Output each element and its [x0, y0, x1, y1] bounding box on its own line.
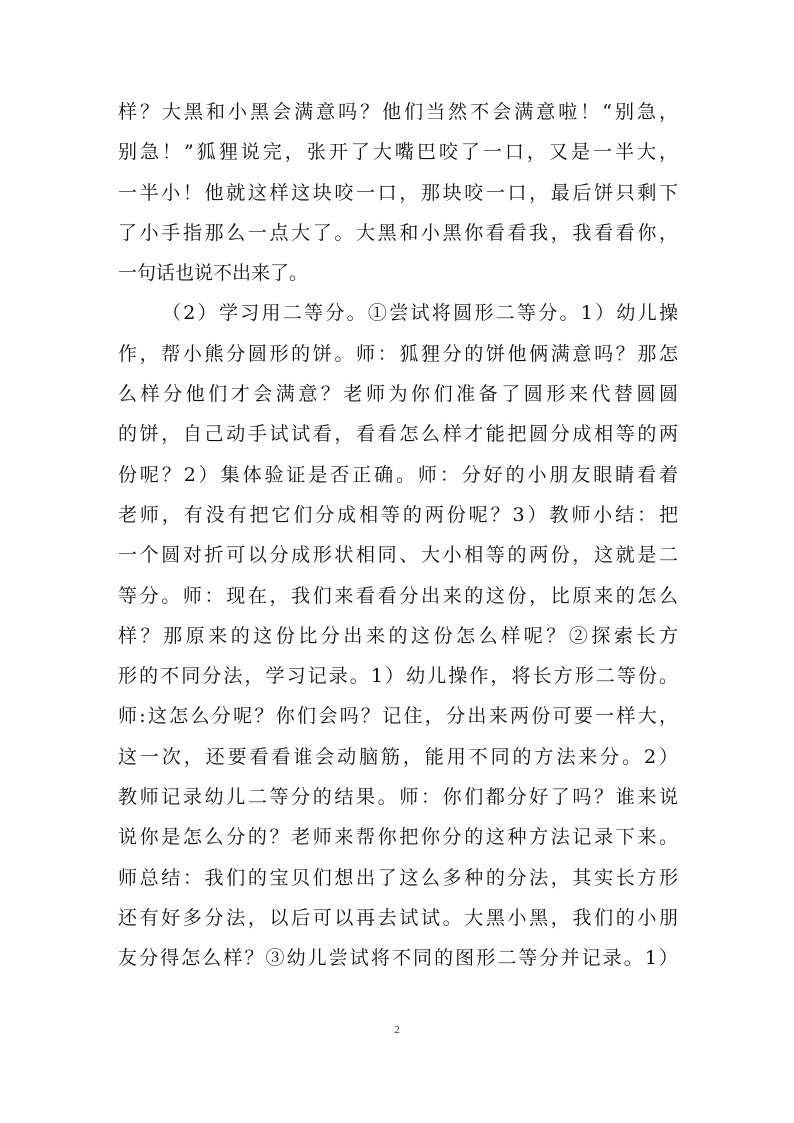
text-line: 还有好多分法，以后可以再去试试。大黑小黑，我们的小朋	[118, 906, 678, 929]
text-line: 形的不同分法，学习记录。1）幼儿操作，将长方形二等份。	[118, 665, 678, 688]
text-line: 一半小！他就这样这块咬一口，那块咬一口，最后饼只剩下	[118, 181, 678, 204]
text-line: 这一次，还要看看谁会动脑筋，能用不同的方法来分。2）	[118, 745, 678, 768]
text-line: 师:这怎么分呢？你们会吗？记住，分出来两份可要一样大，	[118, 705, 678, 728]
text-line: 样？大黑和小黑会满意吗？他们当然不会满意啦！“别急，	[118, 101, 678, 123]
text-line: 么样分他们才会满意？老师为你们准备了圆形来代替圆圆	[118, 383, 678, 406]
text-line: 一个圆对折可以分成形状相同、大小相等的两份，这就是二	[118, 544, 678, 567]
paragraph-first-line: （2）学习用二等分。①尝试将圆形二等分。1）幼儿操	[162, 302, 678, 325]
text-line: 老师，有没有把它们分成相等的两份呢？3）教师小结：把	[118, 503, 678, 526]
text-line: 教师记录幼儿二等分的结果。师：你们都分好了吗？谁来说	[118, 786, 678, 809]
body-text	[118, 92, 678, 979]
text-line: 作，帮小熊分圆形的饼。师：狐狸分的饼他俩满意吗？那怎	[118, 342, 678, 365]
text-line: 等分。师：现在，我们来看看分出来的这份，比原来的怎么	[118, 584, 678, 607]
text-line: 师总结：我们的宝贝们想出了这么多种的分法，其实长方形	[118, 866, 678, 889]
page-number: 2	[394, 1024, 400, 1036]
text-line: 友分得怎么样？③幼儿尝试将不同的图形二等分并记录。1）	[118, 947, 678, 970]
text-line: 了小手指那么一点大了。大黑和小黑你看看我，我看看你，	[118, 221, 678, 244]
text-line: 说你是怎么分的？老师来帮你把你分的这种方法记录下来。	[118, 826, 678, 849]
text-line: 一句话也说不出来了。	[118, 262, 309, 285]
text-line: 样？那原来的这份比分出来的这份怎么样呢？②探索长方	[118, 624, 678, 647]
text-line: 份呢？2）集体验证是否正确。师：分好的小朋友眼睛看着	[118, 463, 678, 486]
text-line: 别急！”狐狸说完，张开了大嘴巴咬了一口，又是一半大，	[118, 141, 678, 164]
text-line: 的饼，自己动手试试看，看看怎么样才能把圆分成相等的两	[118, 423, 678, 446]
